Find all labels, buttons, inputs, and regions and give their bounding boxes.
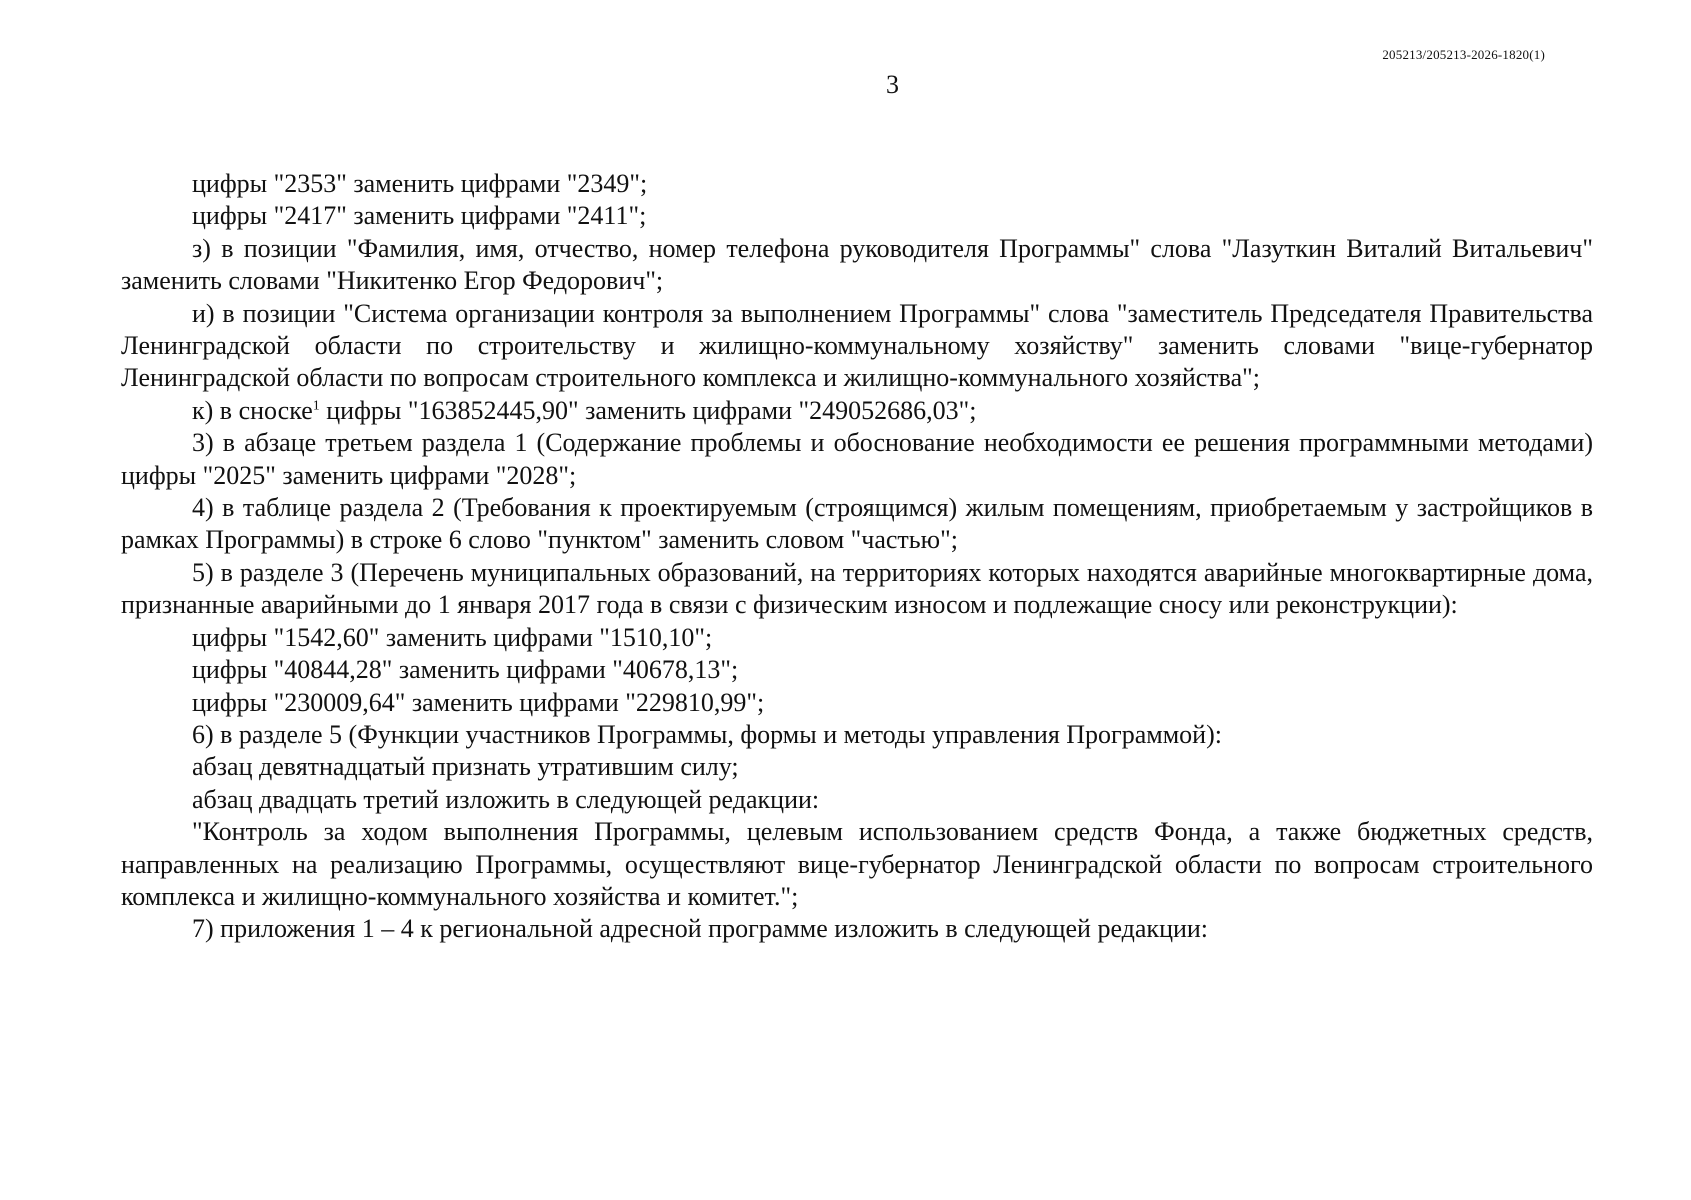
paragraph-item-5: 5) в разделе 3 (Перечень муниципальных образований, на территориях которых находятся аварийные многоквартирные дома, признанные аварийными до 1 января 2017 года в связи с физическим износом и подлежащие сносу или реконструкции): [121, 557, 1593, 620]
paragraph-digits-2353: цифры "2353" заменить цифрами "2349"; [192, 169, 648, 198]
footnote-text-after: цифры "163852445,90" заменить цифрами "249052686,03"; [319, 395, 977, 425]
paragraph-abzac-19: абзац девятнадцатый признать утратившим силу; [192, 752, 739, 782]
document-id: 205213/205213-2026-1820(1) [1382, 47, 1545, 62]
paragraph-control-quote: "Контроль за ходом выполнения Программы, целевым использованием средств Фонда, а также бюджетных средств, направленных на реализацию Программы, осуществляют вице-губернатор Ленинградской области по вопросам строительного комплекса и жилищно-коммунального хозяйства и комитет."; [121, 817, 1593, 911]
paragraph-item-7: 7) приложения 1 – 4 к региональной адресной программе изложить в следующей редакции: [192, 914, 1209, 944]
footnote-marker: 1 [312, 398, 320, 414]
paragraph-digits-2417: цифры "2417" заменить цифрами "2411"; [192, 201, 647, 231]
paragraph-item-k [121, 395, 1593, 427]
paragraph-item-3: 3) в абзаце третьем раздела 1 (Содержание проблемы и обоснование необходимости ее решения программными методами) цифры "2025" заменить цифрами "2028"; [121, 428, 1593, 490]
paragraph-item-i: и) в позиции "Система организации контроля за выполнением Программы" слова "заместитель Председателя Правительства Ленинградской области по строительству и жилищно-коммунальному хозяйству" заменить словами "вице-губернатор Ленинградской области по вопросам строительного комплекса и жилищно-коммунального хозяйства"; [121, 298, 1593, 393]
paragraph-digits-1542: цифры "1542,60" заменить цифрами "1510,10"; [192, 622, 713, 652]
paragraph-item-6: 6) в разделе 5 (Функции участников Программы, формы и методы управления Программой): [192, 719, 1222, 749]
footnote-text-before: к) в сноске [192, 395, 313, 425]
paragraph-digits-230009: цифры "230009,64" заменить цифрами "229810,99"; [192, 687, 765, 717]
page-number: 3 [886, 70, 899, 99]
document-body [121, 168, 1593, 946]
paragraph-digits-40844: цифры "40844,28" заменить цифрами "40678,13"; [192, 655, 739, 685]
paragraph-item-z: з) в позиции "Фамилия, имя, отчество, номер телефона руководителя Программы" слова "Лазуткин Виталий Витальевич" заменить словами "Никитенко Егор Федорович"; [121, 233, 1593, 296]
paragraph-abzac-23: абзац двадцать третий изложить в следующей редакции: [192, 784, 820, 814]
paragraph-item-4: 4) в таблице раздела 2 (Требования к проектируемым (строящимся) жилым помещениям, приобретаемым у застройщиков в рамках Программы) в строке 6 слово "пунктом" заменить словом "частью"; [121, 493, 1593, 555]
